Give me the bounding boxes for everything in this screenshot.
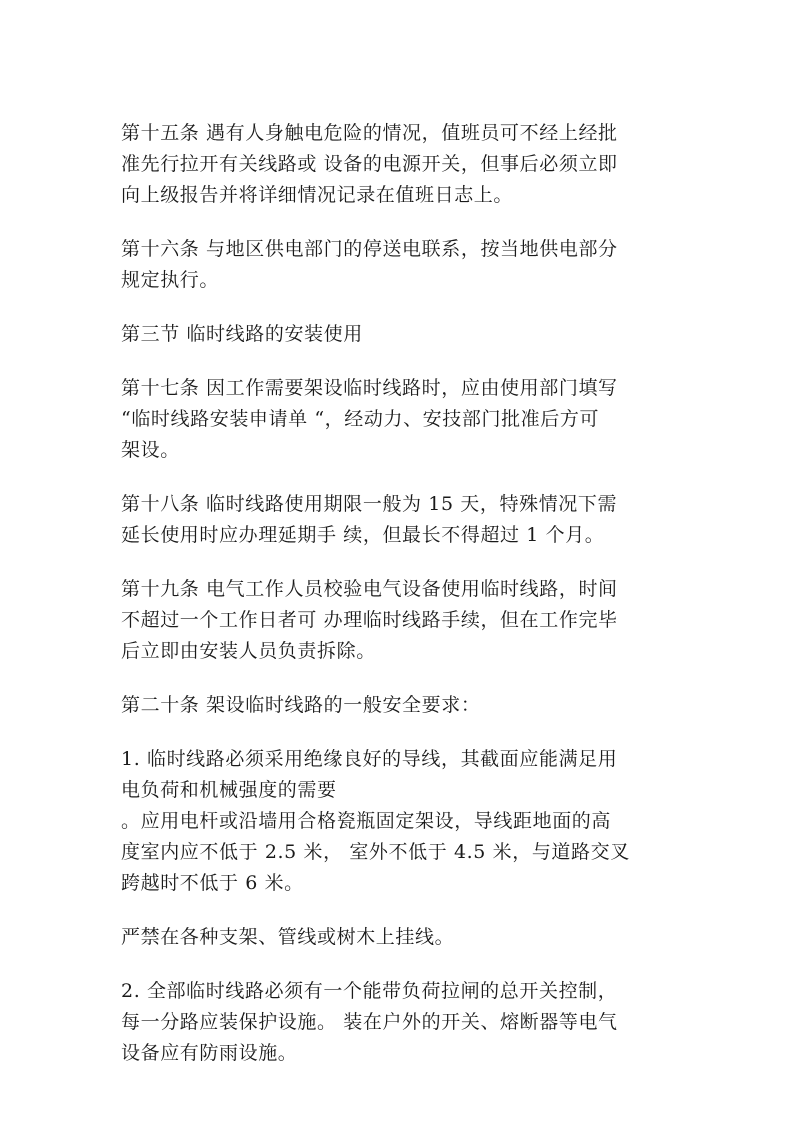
document-page bbox=[121, 118, 669, 1092]
text-line: 第十八条 临时线路使用期限一般为 15 天，特殊情况下需 bbox=[121, 493, 618, 515]
text-line: 电负荷和机械强度的需要 bbox=[121, 779, 337, 801]
text-line: 度室内应不低于 2.5 米， 室外不低于 4.5 米，与道路交叉 bbox=[121, 841, 630, 863]
text-line: 第三节 临时线路的安装使用 bbox=[121, 323, 363, 345]
text-line: 延长使用时应办理延期手 续，但最长不得超过 1 个月。 bbox=[121, 524, 605, 546]
paragraph-article-19 bbox=[121, 574, 669, 667]
text-line: 跨越时不低于 6 米。 bbox=[121, 872, 304, 894]
paragraph-article-15 bbox=[121, 118, 669, 211]
text-line: 架设。 bbox=[121, 439, 180, 461]
text-line: “临时线路安装申请单 “，经动力、安技部门批准后方可 bbox=[121, 408, 600, 430]
text-line: 第十五条 遇有人身触电危险的情况，值班员可不经上经批 bbox=[121, 122, 618, 144]
text-line: 不超过一个工作日者可 办理临时线路手续，但在工作完毕 bbox=[121, 609, 618, 631]
text-line: 第二十条 架设临时线路的一般安全要求： bbox=[121, 694, 481, 716]
paragraph-article-20 bbox=[121, 690, 669, 721]
paragraph-prohibition bbox=[121, 922, 669, 953]
text-line: 设备应有防雨设施。 bbox=[121, 1042, 298, 1064]
text-line: 后立即由安装人员负责拆除。 bbox=[121, 640, 376, 662]
paragraph-article-17 bbox=[121, 373, 669, 466]
text-line: 规定执行。 bbox=[121, 269, 220, 291]
text-line: 。应用电杆或沿墙用合格瓷瓶固定架设，导线距地面的高 bbox=[121, 810, 612, 832]
paragraph-requirement-2 bbox=[121, 976, 669, 1069]
paragraph-article-18 bbox=[121, 489, 669, 551]
text-line: 每一分路应装保护设施。 装在户外的开关、熔断器等电气 bbox=[121, 1011, 618, 1033]
paragraph-article-16 bbox=[121, 234, 669, 296]
text-line: 2. 全部临时线路必须有一个能带负荷拉闸的总开关控制， bbox=[121, 980, 618, 1002]
text-line: 第十九条 电气工作人员校验电气设备使用临时线路，时间 bbox=[121, 578, 618, 600]
text-line: 第十七条 因工作需要架设临时线路时，应由使用部门填写 bbox=[121, 377, 618, 399]
paragraph-requirement-1 bbox=[121, 744, 669, 899]
section-heading bbox=[121, 319, 669, 350]
text-line: 严禁在各种支架、管线或树木上挂线。 bbox=[121, 926, 455, 948]
text-line: 向上级报告并将详细情况记录在值班日志上。 bbox=[121, 184, 514, 206]
text-line: 1. 临时线路必须采用绝缘良好的导线，其截面应能满足用 bbox=[121, 748, 618, 770]
text-line: 准先行拉开有关线路或 设备的电源开关，但事后必须立即 bbox=[121, 153, 618, 175]
text-line: 第十六条 与地区供电部门的停送电联系，按当地供电部分 bbox=[121, 238, 618, 260]
